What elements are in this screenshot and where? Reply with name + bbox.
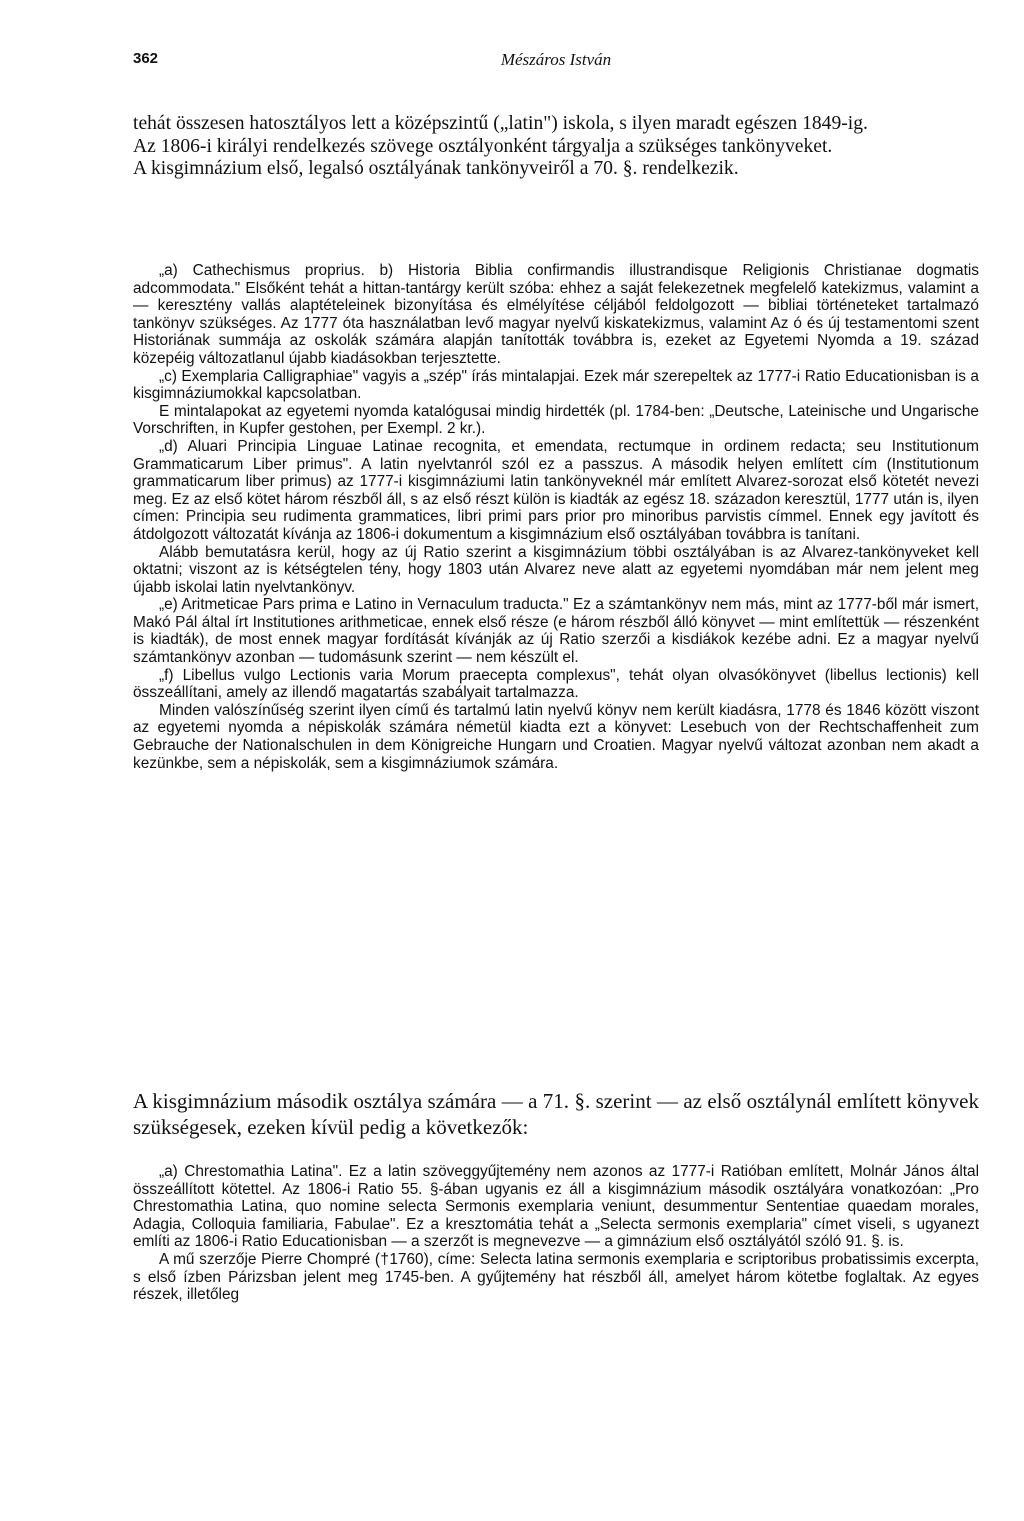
intro-section [133,113,979,181]
intro-paragraph: A kisgimnázium első, legalsó osztályának tankönyveiről a 70. §. rendelkezik. [133,158,739,179]
body-paragraph: „e) Aritmeticae Pars prima e Latino in Vernaculum traducta." Ez a számtankönyv nem más, mint az 1777-ből már ismert, Makó Pál által írt Institutiones arithmeticae, ennek első része (e három részből álló könyvet — mint említettük — részenként is kiadták), de most ennek magyar fordítását kívánják az új Ratio szerzői a kisdiákok kezébe adni. Ez a magyar nyelvű számtankönyv azonban — tudomásunk szerint — nem készült el. [133,596,979,667]
body-paragraph: A mű szerzője Pierre Chompré (†1760), címe: Selecta latina sermonis exemplaria e scriptoribus probatissimis excerpta, s első ízben Párizsban jelent meg 1745-ben. A gyűjtemény hat részből áll, amelyet három kötetbe foglaltak. Az egyes részek, illetőleg [133,1250,979,1304]
textbook-list-second-class [133,1163,979,1304]
intro-paragraph: tehát összesen hatosztályos lett a középszintű („latin") iskola, s ilyen maradt egészen 1849-ig. [133,113,868,134]
second-class-heading-paragraph [133,1088,979,1140]
page-header [133,50,979,74]
body-paragraph: „f) Libellus vulgo Lectionis varia Morum praecepta complexus", tehát olyan olvasókönyvet (libellus lectionis) kell összeállítani, amely az illendő magatartás szabályait tartalmazza. [133,666,979,702]
body-paragraph: „c) Exemplaria Calligraphiae" vagyis a „szép" írás mintalapjai. Ezek már szerepeltek az 1777-i Ratio Educationisban is a kisgimnáziumokkal kapcsolatban. [133,367,979,403]
running-title: Mészáros István [500,50,612,69]
body-paragraph: „a) Cathechismus proprius. b) Historia Biblia confirmandis illustrandisque Religionis Christianae dogmatis adcommodata." Elsőként tehát a hittan-tantárgy került szóba: ehhez a saját felekezetnek megfelelő katekizmus, valamint a — keresztény vallás alaptételeinek bizonyítása és elmélyítése céljából feldolgozott — bibliai történeteket tartalmazó tankönyv szükséges. Az 1777 óta használatban levő magyar nyelvű kiskatekizmus, valamint Az ó és új testamentomi szent Historiának summája az oskolák számára alapján tanították továbbra is, ezeket az Egyetemi Nyomda a 19. század közepéig változatlanul újabb kiadásokban terjesztette. [133,262,979,367]
body-paragraph: „a) Chrestomathia Latina". Ez a latin szöveggyűjtemény nem azonos az 1777-i Ratióban említett, Molnár János által összeállított kötettel. Az 1806-i Ratio 55. §-ában ugyanis ez áll a kisgimnázium második osztályára vonatkozóan: „Pro Chrestomathia Latina, quo nomine selecta Sermonis exemplaria veniunt, desummentur Sententiae quaedam morales, Adagia, Colloquia familiaria, Fabulae". Ez a kresztomátia tehát a „Selecta sermonis exemplaria" címet viseli, s ugyanezt említi az 1806-i Ratio Educationisban — a szerzőt is megnevezve — a gimnázium első osztályától szóló 91. §. is. [133,1163,979,1251]
page-number: 362 [133,50,159,67]
textbook-list-first-class [133,262,979,772]
body-paragraph: Alább bemutatásra kerül, hogy az új Ratio szerint a kisgimnázium többi osztályában is az Alvarez-tankönyveket kell oktatni; viszont az is kétségtelen tény, hogy 1803 után Alvarez neve alatt az egyetemi nyomdában már nem jelent meg újabb iskolai latin nyelvtankönyv. [133,543,979,596]
body-paragraph: „d) Aluari Principia Linguae Latinae recognita, et emendata, rectumque in ordinem redacta; seu Institutionum Grammaticarum Liber primus". A latin nyelvtanról szól ez a passzus. A második helyen említett cím (Institutionum grammaticarum liber primus) az 1777-i kisgimnáziumi latin tankönyveknél már említett Alvarez-sorozat első kötetét nevezi meg. Ez az első kötet három részből áll, s az első részt külön is kiadták az egész 18. századon keresztül, 1777 után is, ilyen címen: Principia seu rudimenta grammatices, libri primi pars prior pro minoribus parvistis címmel. Ennek egy javított és átdolgozott változatát kívánja az 1806-i dokumentum a kisgimnázium első osztályában továbbra is tanítani. [133,437,979,543]
intro-paragraph: Az 1806-i királyi rendelkezés szövege osztályonként tárgyalja a szükséges tankönyveket. [133,135,833,157]
body-paragraph: E mintalapokat az egyetemi nyomda katalógusai mindig hirdették (pl. 1784-ben: „Deutsche, Lateinische und Ungarische Vorschriften, in Kupfer gestohen, per Exempl. 2 kr.). [133,402,979,438]
section-lead-paragraph: A kisgimnázium második osztálya számára — a 71. §. szerint — az első osztálynál említett könyvek szükségesek, ezeken kívül pedig a következők: [133,1089,979,1139]
body-paragraph: Minden valószínűség szerint ilyen című és tartalmú latin nyelvű könyv nem került kiadásra, 1778 és 1846 között viszont az egyetemi nyomda a népiskolák számára németül kiadta ezt a könyvet: Lesebuch von der Rechtschaffenheit zum Gebrauche der Nationalschulen in dem Königreiche Hungarn und Croatien. Magyar nyelvű változat azonban nem akadt a kezünkbe, sem a népiskolák, sem a kisgimnáziumok számára. [133,701,979,772]
